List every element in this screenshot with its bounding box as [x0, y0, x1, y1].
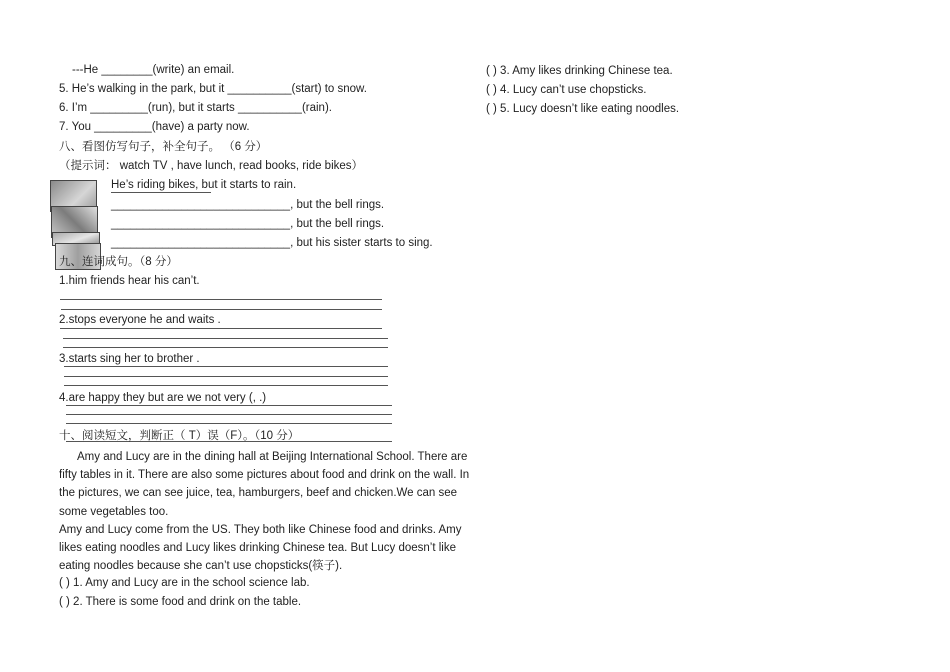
passage-paragraph-1: Amy and Lucy are in the dining hall at Beijing International School. There are fifty tables in it. There are also some pictures about food and drink on the wall. In the pictures, we can see juice, tea, hamburgers, beef and chicken.We can see some vegetables too. [59, 451, 470, 518]
section-8-title: 八、看图仿写句子，补全句子。 （6 分） [59, 141, 268, 153]
tf-item-5: ( ) 5. Lucy doesn’t like eating noodles. [486, 103, 680, 115]
answer-line [66, 423, 392, 424]
reorder-item-3: 3.starts sing her to brother . [59, 353, 200, 365]
answer-line [61, 309, 382, 310]
reorder-item-2: 2.stops everyone he and waits . [59, 314, 221, 326]
reorder-item-4: 4.are happy they but are we not very (, .) [59, 392, 267, 404]
exercise-line-7: 7. You _________(have) a party now. [59, 121, 250, 133]
section-10-title: 十、阅读短文，判断正（ T）误（F）。（10 分） [59, 430, 300, 442]
answer-line [60, 328, 382, 329]
picture-sentence-2: ____________________________, but the bell rings. [111, 199, 385, 211]
tf-item-1: ( ) 1. Amy and Lucy are in the school science lab. [59, 577, 310, 589]
picture-sentence-3: ____________________________, but the bell rings. [111, 218, 385, 230]
exercise-line-6: 6. I’m _________(run), but it starts __________(rain). [59, 102, 332, 114]
reorder-item-1: 1.him friends hear his can’t. [59, 275, 200, 287]
tf-item-3: ( ) 3. Amy likes drinking Chinese tea. [486, 65, 673, 77]
tf-item-4: ( ) 4. Lucy can’t use chopsticks. [486, 84, 647, 96]
answer-line [63, 338, 388, 339]
answer-line [66, 414, 392, 415]
answer-line [66, 405, 392, 406]
answer-line [64, 366, 388, 367]
passage-paragraph-2: Amy and Lucy come from the US. They both like Chinese food and drinks. Amy likes eating noodles and Lucy likes drinking Chinese tea. But Lucy doesn’t like eating noodles because she can’t use chopsticks(筷子). [59, 523, 462, 573]
section-9-title: 九、连词成句。（8 分） [59, 256, 178, 268]
tf-item-2: ( ) 2. There is some food and drink on the table. [59, 596, 302, 608]
answer-line [64, 376, 388, 377]
exercise-line-4: ---He ________(write) an email. [72, 64, 235, 76]
answer-line [60, 299, 382, 300]
picture-sentence-1: He’s riding bikes, but it starts to rain. [111, 179, 297, 191]
hint-words: （提示词： watch TV , have lunch, read books, ride bikes） [59, 160, 364, 172]
picture-sentence-4: ____________________________, but his sister starts to sing. [111, 237, 433, 249]
answer-line [64, 385, 388, 386]
answer-line [63, 347, 388, 348]
exercise-line-5: 5. He’s walking in the park, but it __________(start) to snow. [59, 83, 367, 95]
example-underline [111, 192, 211, 193]
reading-passage [59, 448, 484, 575]
